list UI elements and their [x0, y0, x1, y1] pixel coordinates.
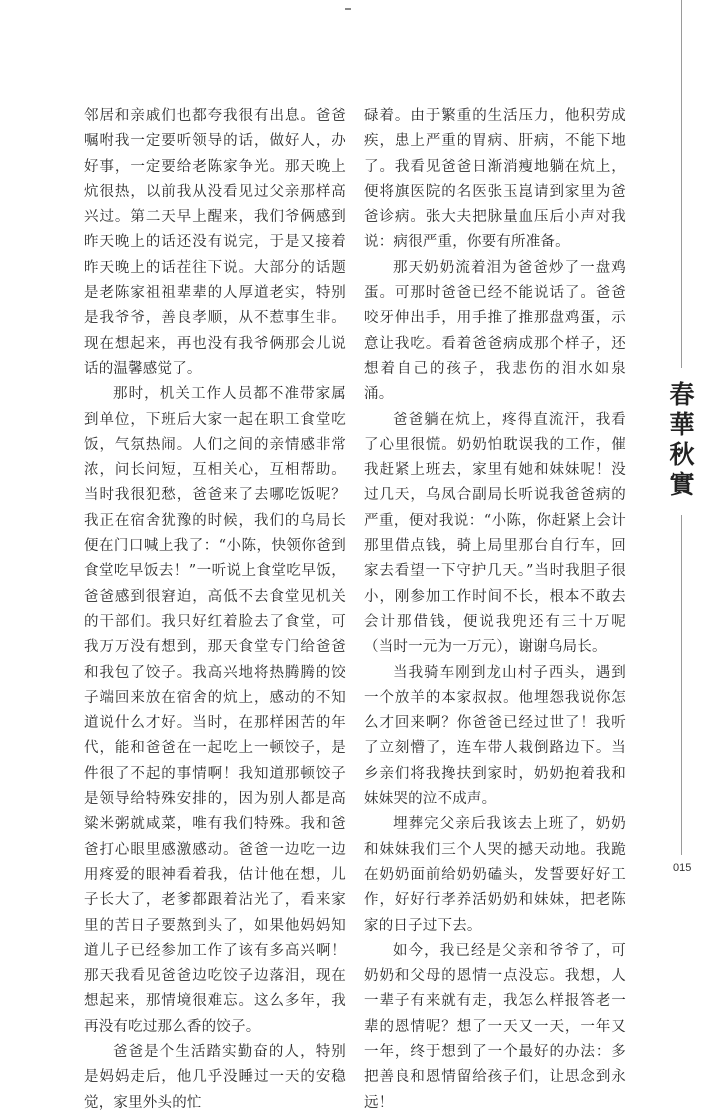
- text-column-left: [84, 104, 346, 1116]
- paragraph: 那时，机关工作人员都不准带家属到单位，下班后大家一起在职工食堂吃饭，气氛热闹。人们之间的亲情感非常浓，问长问短，互相关心，互相帮助。当时我很犯愁，爸爸来了去哪吃饭呢？我正在宿舍犹豫的时候，我们的乌局长便在门口喊上我了：“小陈，快领你爸到食堂吃早饭去！”一听说上食堂吃早饭，爸爸感到很窘迫，高低不去食堂见机关的干部们。我只好红着脸去了食堂，可我万万没有想到，那天食堂专门给爸爸和我包了饺子。我高兴地将热腾腾的饺子端回来放在宿舍的炕上，感动的不知道说什么才好。当时，在那样困苦的年代，能和爸爸在一起吃上一顿饺子，是件很了不起的事情啊！我知道那顿饺子是领导给特殊安排的，因为别人都是高粱米粥就咸菜，唯有我们特殊。我和爸爸打心眼里感激感动。爸爸一边吃一边用疼爱的眼神看着我，估计他在想，儿子长大了，老爹都跟着沾光了，看来家里的苦日子要熬到头了，如果他妈妈知道儿子已经参加工作了该有多高兴啊！那天我看见爸爸边吃饺子边落泪，现在想起来，那情境很难忘。这么多年，我再没有吃过那么香的饺子。: [84, 386, 346, 1035]
- paragraph: 爸爸是个生活踏实勤奋的人，特别是妈妈走后，他几乎没睡过一天的安稳觉，家里外头的忙: [84, 1043, 346, 1111]
- side-rule-bottom: [681, 515, 682, 855]
- paragraph: 爸爸躺在炕上，疼得直流汗，我看了心里很慌。奶奶怕耽误我的工作，催我赶紧上班去，家里有她和妹妹呢！没过几天，乌凤合副局长听说我爸爸病的严重，便对我说：“小陈，你赶紧上会计那里借点钱，骑上局里那台自行车，回家去看望一下守护几天。”当时我胆子很小，刚参加工作时间不长，根本不敢去会计那借钱，便说我兜还有三十万呢（当时一元为一万元），谢谢乌局长。: [364, 411, 626, 656]
- page-number: 015: [673, 862, 692, 874]
- section-title-char: 華: [669, 410, 695, 439]
- section-title-char: 秋: [669, 440, 695, 469]
- top-edge-mark: [345, 8, 351, 10]
- paragraph: 碌着。由于繁重的生活压力，他积劳成疾，患上严重的胃病、肝病，不能下地了。我看见爸爸日渐消瘦地躺在炕上，便将旗医院的名医张玉崑请到家里为爸爸诊病。张大夫把脉量血压后小声对我说：病很严重，你要有所准备。: [364, 108, 626, 251]
- section-title-char: 實: [669, 470, 695, 499]
- paragraph: 埋葬完父亲后我该去上班了，奶奶和妹妹我们三个人哭的撼天动地。我跪在奶奶面前给奶奶磕头，发誓要好好工作，好好行孝养活奶奶和妹妹，把老陈家的日子过下去。: [364, 816, 626, 934]
- text-column-right: [364, 104, 626, 1116]
- section-title-char: 春: [669, 380, 695, 409]
- paragraph: 那天奶奶流着泪为爸爸炒了一盘鸡蛋。可那时爸爸已经不能说话了。爸爸咬牙伸出手，用手推了推那盘鸡蛋，示意让我吃。看着爸爸病成那个样子，还想着自己的孩子，我悲伤的泪水如泉涌。: [364, 259, 626, 403]
- paragraph: 邻居和亲戚们也都夸我很有出息。爸爸嘱咐我一定要听领导的话，做好人，办好事，一定要给老陈家争光。那天晚上炕很热，以前我从没看见过父亲那样高兴过。第二天早上醒来，我们爷俩感到昨天晚上的话还没有说完，于是又接着昨天晚上的话茬往下说。大部分的话题是老陈家祖祖辈辈的人厚道老实，特别是我爷爷，善良孝顺，从不惹事生非。现在想起来，再也没有我爷俩那会儿说话的温馨感觉了。: [84, 108, 346, 377]
- paragraph: 当我骑车刚到龙山村子西头，遇到一个放羊的本家叔叔。他埋怨我说你怎么才回来啊？你爸爸已经过世了！我听了立刻懵了，连车带人栽倒路边下。当乡亲们将我搀扶到家时，奶奶抱着我和妹妹哭的泣不成声。: [364, 664, 626, 808]
- section-title-vertical: [667, 380, 697, 500]
- side-rule-top: [681, 0, 682, 368]
- paragraph: 如今，我已经是父亲和爷爷了，可奶奶和父母的恩情一点没忘。我想，人一辈子有来就有走，我怎么样报答老一辈的恩情呢？想了一天又一天，一年又一年，终于想到了一个最好的办法：多把善良和恩情留给孩子们，让思念到永远！: [364, 942, 626, 1111]
